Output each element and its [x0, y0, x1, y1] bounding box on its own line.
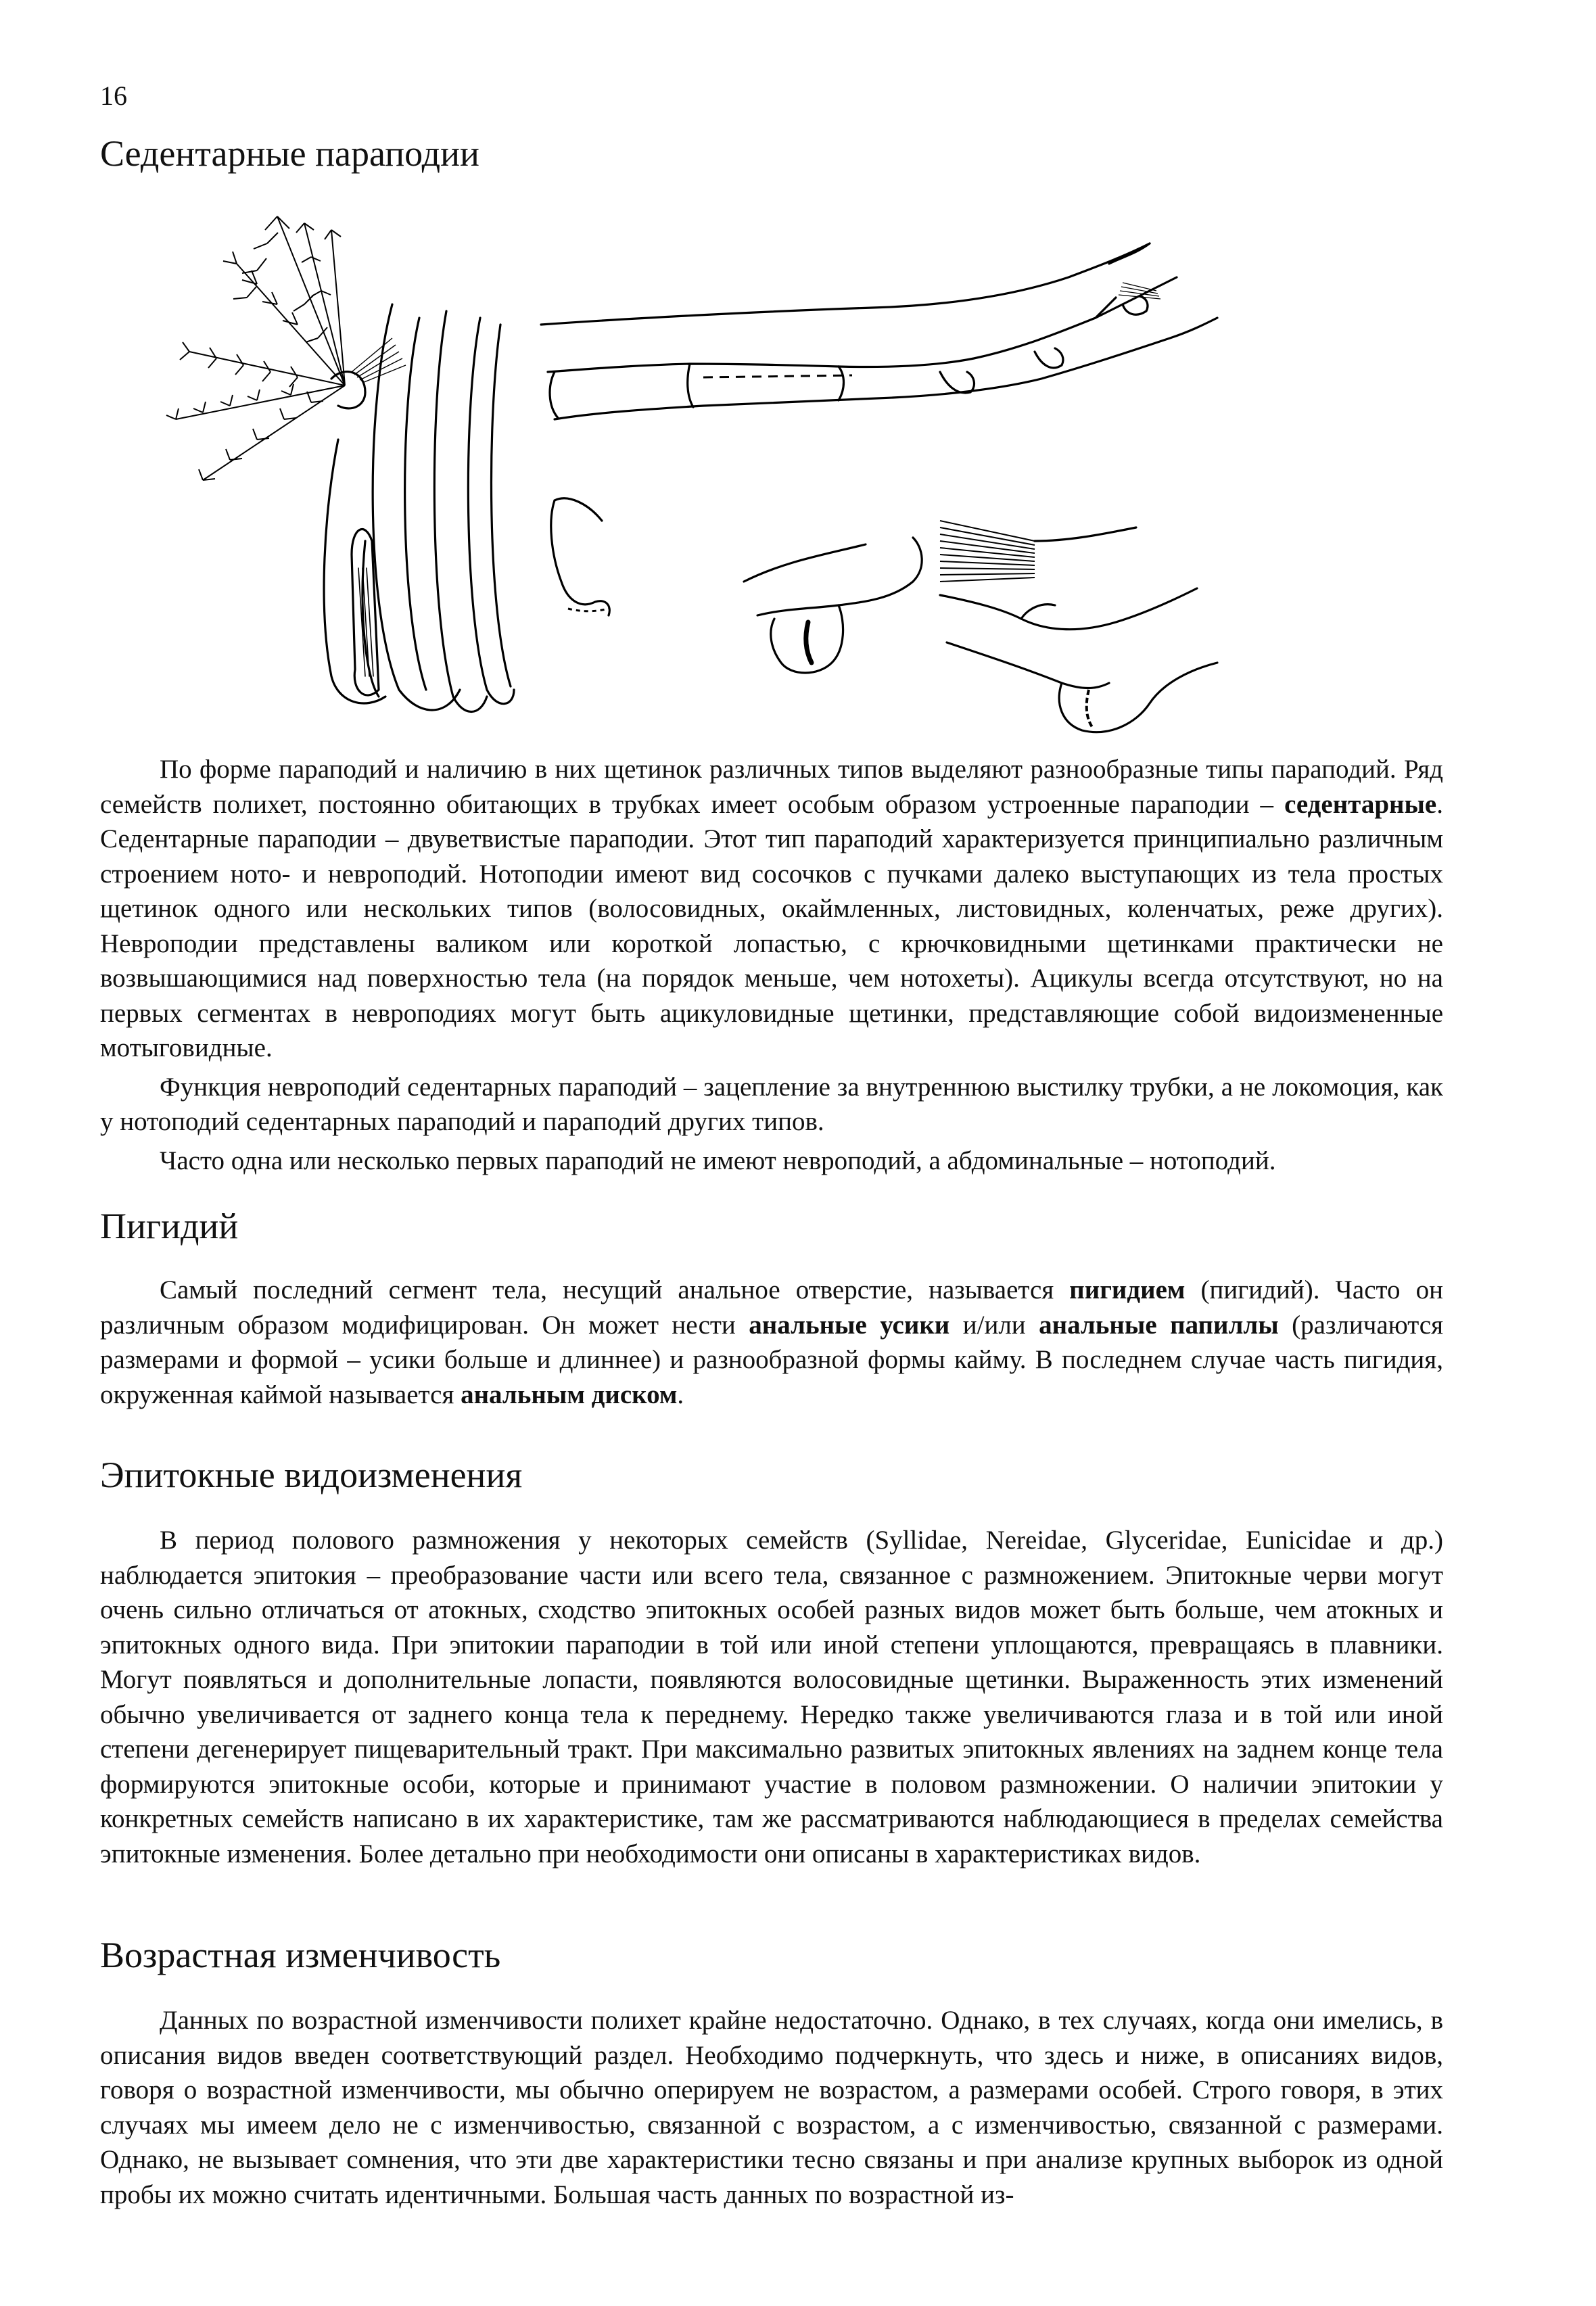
age-variability-text — [100, 2003, 1443, 2216]
paragraph — [100, 1273, 1443, 1412]
epitoky-text — [100, 1523, 1443, 1875]
paragraph — [100, 752, 1443, 1066]
segmented-body-drawing — [541, 243, 1217, 419]
neuropodium-outline-drawing — [551, 498, 610, 615]
bold-term: седентарные — [1284, 789, 1437, 819]
parapodia-illustration — [162, 203, 1244, 737]
section-heading-sedentary-parapodia: Седентарные параподии — [100, 133, 479, 174]
bold-term: анальным диском — [461, 1380, 678, 1409]
section-heading-age-variability: Возрастная изменчивость — [100, 1935, 501, 1975]
worm-with-branchiae-drawing — [166, 216, 514, 712]
paragraph — [100, 1523, 1443, 1871]
section-heading-epitoky: Эпитокные видоизменения — [100, 1455, 523, 1495]
text-run: (пигидий). Часто он различным образом модифицирован. Он может нести — [100, 1275, 1443, 1340]
text-run: Функция невроподий седентарных параподий – зацепление за внутреннюю выстилку трубки, а не локомоция, как у нотоподий седентарных параподий и параподий других типов. — [100, 1072, 1443, 1136]
text-run: . Седентарные параподии – двуветвистые параподии. Этот тип параподий характеризуется принципиально различным строением ното- и невроподий. Нотоподии имеют вид сосочков с пучками далеко выступающих из тела простых щетинок одного или нескольких типов (волосовидных, окаймленных, листовидных, коленчатых, реже других). Невроподии представлены валиком или короткой лопастью, с крючковидными щетинками практически не возвышающимися над поверхностью тела (на порядок меньше, чем нотохеты). Ацикулы всегда отсутствуют, но на первых сегментах в невроподиях могут быть ацикуловидные щетинки, представляющие собой видоизмененные мотыговидные. — [100, 789, 1443, 1062]
page-number: 16 — [100, 80, 127, 111]
notopodium-chaetae-drawing — [940, 521, 1217, 732]
bold-term: анальные папиллы — [1039, 1310, 1279, 1340]
text-run: Самый последний сегмент тела, несущий анальное отверстие, называется — [160, 1275, 1070, 1304]
paragraph — [100, 2003, 1443, 2212]
text-run: Данных по возрастной изменчивости полихет крайне недостаточно. Однако, в тех случаях, когда они имелись, в описания видов введен соответствующий раздел. Необходимо подчеркнуть, что здесь и ниже, в описаниях видов, говоря о возрастной изменчивости, мы обычно оперируем не возрастом, а размерами особей. Строго говоря, в этих случаях мы имеем дело не с изменчивостью, связанной с возрастом, а с изменчивостью, связанной с размерами. Однако, не вызывает сомнения, что эти две характеристики тесно связаны и при анализе крупных выборок из одной пробы их можно считать идентичными. Большая часть данных по возрастной из- — [100, 2006, 1443, 2209]
text-run: В период полового размножения у некоторых семейств (Syllidae, Nereidae, Glyceridae, Eunicidae и др.) наблюдается эпитокия – преобразование части или всего тела, связанное с размножением. Эпитокные черви могут очень сильно отличаться от атокных, сходство эпитокных особей разных видов может быть больше, чем атокных и эпитокных одного вида. При эпитокии параподии в той или иной степени уплощаются, превращаясь в плавники. Могут появляться и дополнительные лопасти, появляются волосовидные щетинки. Выраженность этих изменений обычно увеличивается от заднего конца тела к переднему. Нередко также увеличиваются глаза и в той или иной степени дегенерирует пищеварительный тракт. При максимально развитых эпитокных явлениях на заднем конце тела формируются эпитокные особи, которые и принимают участие в половом размножении. О наличии эпитокии у конкретных семейств написано в их характеристике, там же рассматриваются наблюдающиеся в пределах семейства эпитокные изменения. Более детально при необходимости они описаны в характеристиках видов. — [100, 1526, 1443, 1868]
text-run: По форме параподий и наличию в них щетинок различных типов выделяют разнообразные типы параподий. Ряд семейств полихет, постоянно обитающих в трубках имеет особым образом устроенные параподии – — [100, 755, 1443, 819]
text-run: (различаются размерами и формой – усики больше и длиннее) и разнообразной формы кайму. В последнем случае часть пигидия, окруженная каймой называется — [100, 1310, 1444, 1409]
text-run: и/или — [949, 1310, 1039, 1340]
text-run: Часто одна или несколько первых параподий не имеют невроподий, а абдоминальные – нотоподий. — [160, 1146, 1276, 1175]
paragraph — [100, 1070, 1443, 1139]
pygidium-text — [100, 1273, 1443, 1416]
bold-term: анальные усики — [749, 1310, 950, 1340]
text-run: . — [677, 1380, 684, 1409]
uncini-lobe-drawing — [744, 538, 922, 673]
paragraph — [100, 1144, 1443, 1179]
section-heading-pygidium: Пигидий — [100, 1206, 239, 1246]
sedentary-parapodia-text — [100, 752, 1443, 1182]
bold-term: пигидием — [1069, 1275, 1186, 1304]
